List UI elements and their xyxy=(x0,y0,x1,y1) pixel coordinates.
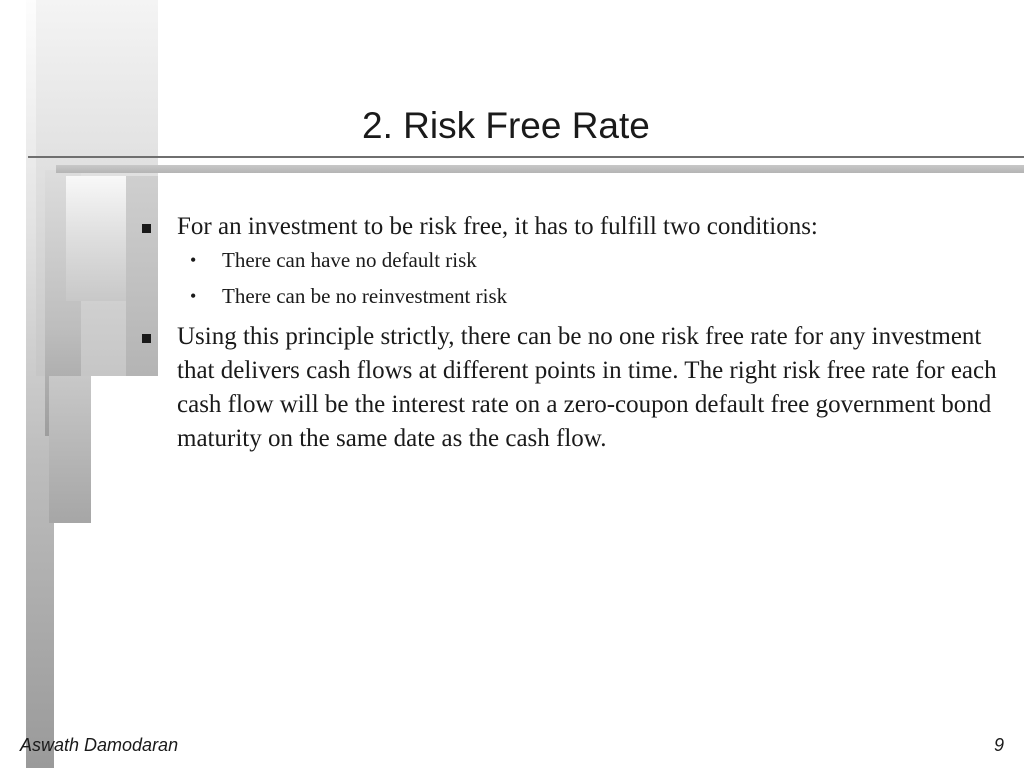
dot-bullet-icon: • xyxy=(190,250,197,270)
sub-bullet-item xyxy=(140,282,1000,310)
page-number: 9 xyxy=(993,735,1004,755)
slide-body xyxy=(140,210,1000,456)
decorative-bar xyxy=(66,176,126,301)
square-bullet-icon xyxy=(142,334,151,343)
bullet-text: For an investment to be risk free, it has to fulfill two conditions: xyxy=(177,213,818,240)
dot-bullet-icon: • xyxy=(190,286,197,306)
bullet-text: Using this principle strictly, there can be no one risk free rate for any investment that delivers cash flows at different points in time. The right risk free rate for each cash flow will be the interest rate on a zero-coupon default free government bond maturity on the same date as the cash flow. xyxy=(177,323,997,452)
square-bullet-icon xyxy=(142,224,151,233)
title-divider xyxy=(28,156,1024,158)
sub-bullet-text: There can be no reinvestment risk xyxy=(222,284,508,308)
bullet-item xyxy=(140,210,1000,244)
sub-bullet-text: There can have no default risk xyxy=(222,248,477,272)
bullet-item xyxy=(140,320,1000,456)
title-divider-shadow xyxy=(56,165,1024,173)
sub-bullet-item xyxy=(140,246,1000,274)
decorative-bar xyxy=(49,376,91,523)
slide-title: 2. Risk Free Rate xyxy=(362,105,650,146)
footer-author: Aswath Damodaran xyxy=(20,735,179,755)
